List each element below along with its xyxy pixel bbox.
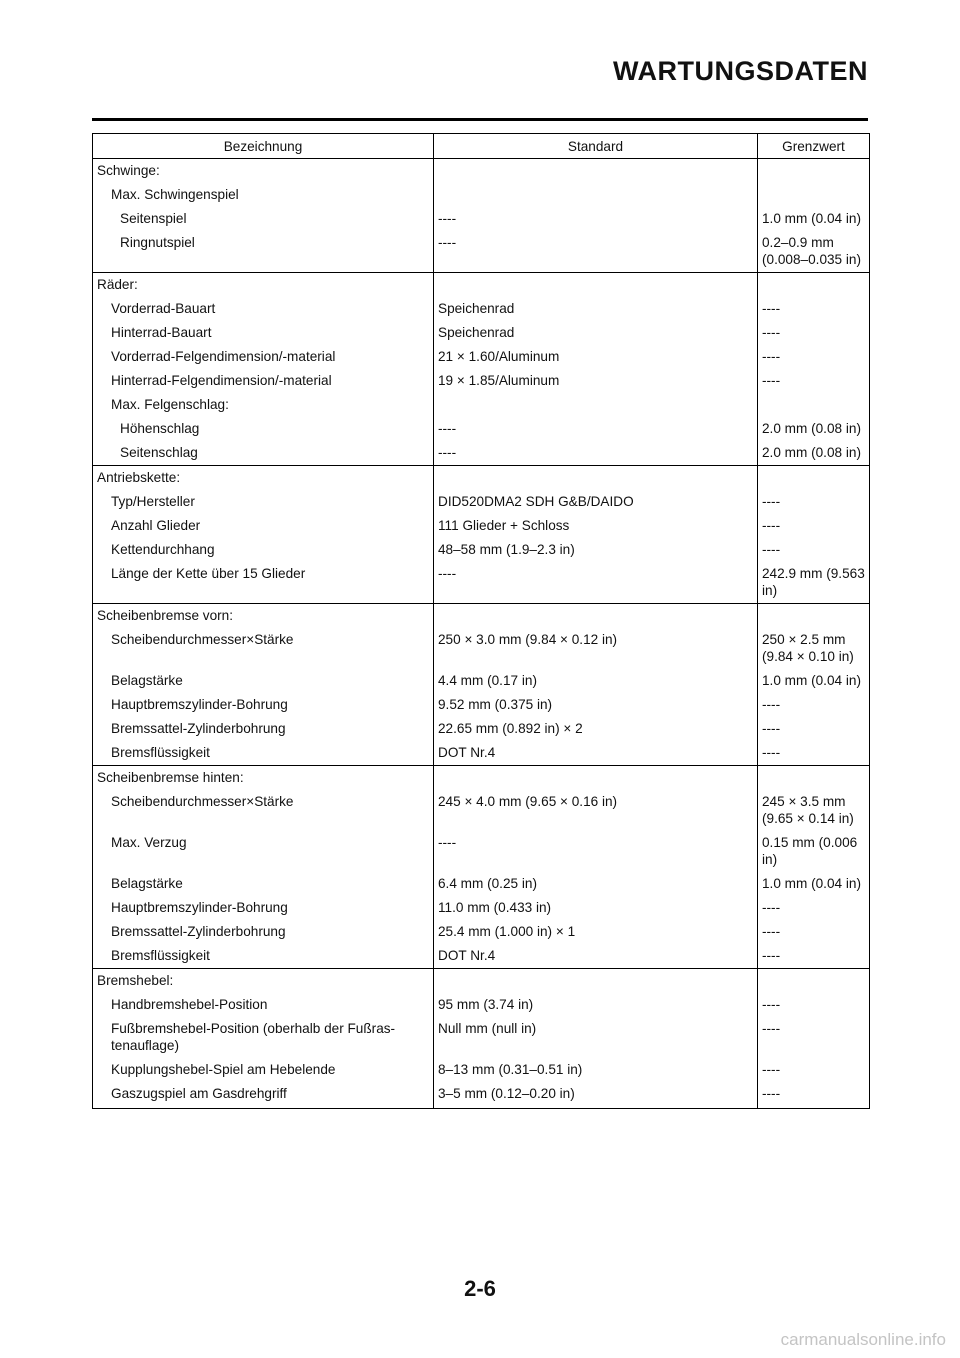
item-standard: ----	[434, 441, 758, 466]
group-title: Scheibenbremse hinten:	[93, 766, 434, 791]
table-row	[93, 944, 870, 969]
table-row	[93, 321, 870, 345]
item-name: Handbremshebel-Position	[93, 993, 434, 1017]
group-title: Räder:	[93, 273, 434, 298]
item-name: Hinterrad-Bauart	[93, 321, 434, 345]
table-row	[93, 231, 870, 273]
item-standard: 25.4 mm (1.000 in) × 1	[434, 920, 758, 944]
item-name: Bremssattel-Zylinderbohrung	[93, 717, 434, 741]
item-name: Fußbremshebel-Position (oberhalb der Fußras-tenauflage)	[93, 1017, 434, 1058]
table-row	[93, 831, 870, 872]
item-limit: ----	[758, 693, 870, 717]
table-row	[93, 741, 870, 766]
item-name: Max. Schwingenspiel	[93, 183, 434, 207]
watermark: carmanualsonline.info	[780, 1330, 946, 1349]
page-number: 2-6	[464, 1276, 496, 1301]
table-header-row	[93, 134, 870, 159]
item-limit: 0.2–0.9 mm (0.008–0.035 in)	[758, 231, 870, 273]
table-row	[93, 790, 870, 831]
item-limit: ----	[758, 1017, 870, 1058]
table-row	[93, 490, 870, 514]
table-row	[93, 896, 870, 920]
table-row	[93, 562, 870, 604]
group-title: Antriebskette:	[93, 466, 434, 491]
header-grenzwert: Grenzwert	[758, 134, 870, 159]
item-limit: ----	[758, 369, 870, 393]
item-standard: 19 × 1.85/Aluminum	[434, 369, 758, 393]
table-group-row	[93, 159, 870, 184]
item-name: Bremsflüssigkeit	[93, 944, 434, 969]
item-name: Vorderrad-Felgendimension/-material	[93, 345, 434, 369]
item-name: Belagstärke	[93, 669, 434, 693]
item-standard: 21 × 1.60/Aluminum	[434, 345, 758, 369]
table-group-row	[93, 273, 870, 298]
item-limit: 250 × 2.5 mm (9.84 × 0.10 in)	[758, 628, 870, 669]
item-limit: ----	[758, 1058, 870, 1082]
item-standard: 245 × 4.0 mm (9.65 × 0.16 in)	[434, 790, 758, 831]
table-group-row	[93, 766, 870, 791]
item-standard: 4.4 mm (0.17 in)	[434, 669, 758, 693]
empty-cell	[758, 766, 870, 791]
item-standard: ----	[434, 207, 758, 231]
table-row	[93, 514, 870, 538]
item-name: Gaszugspiel am Gasdrehgriff	[93, 1082, 434, 1109]
table-row	[93, 538, 870, 562]
empty-cell	[758, 466, 870, 491]
item-limit: ----	[758, 321, 870, 345]
item-standard: 95 mm (3.74 in)	[434, 993, 758, 1017]
item-limit	[758, 393, 870, 417]
table-row	[93, 628, 870, 669]
item-standard: Null mm (null in)	[434, 1017, 758, 1058]
item-name: Bremssattel-Zylinderbohrung	[93, 920, 434, 944]
item-limit: ----	[758, 345, 870, 369]
item-name: Belagstärke	[93, 872, 434, 896]
table-row	[93, 183, 870, 207]
empty-cell	[434, 466, 758, 491]
item-standard: ----	[434, 231, 758, 273]
item-name: Scheibendurchmesser×Stärke	[93, 628, 434, 669]
header-bezeichnung: Bezeichnung	[93, 134, 434, 159]
item-standard: 11.0 mm (0.433 in)	[434, 896, 758, 920]
item-limit: 1.0 mm (0.04 in)	[758, 207, 870, 231]
table-group-row	[93, 969, 870, 994]
item-name: Vorderrad-Bauart	[93, 297, 434, 321]
item-name: Kettendurchhang	[93, 538, 434, 562]
item-standard: 3–5 mm (0.12–0.20 in)	[434, 1082, 758, 1109]
table-body	[93, 159, 870, 1109]
empty-cell	[434, 159, 758, 184]
empty-cell	[758, 159, 870, 184]
item-limit: 0.15 mm (0.006 in)	[758, 831, 870, 872]
table-row	[93, 345, 870, 369]
item-name: Anzahl Glieder	[93, 514, 434, 538]
item-limit: ----	[758, 920, 870, 944]
group-title: Bremshebel:	[93, 969, 434, 994]
item-limit: ----	[758, 490, 870, 514]
table-row	[93, 417, 870, 441]
empty-cell	[758, 969, 870, 994]
table-row	[93, 920, 870, 944]
item-name: Max. Felgenschlag:	[93, 393, 434, 417]
header-standard: Standard	[434, 134, 758, 159]
item-standard: Speichenrad	[434, 321, 758, 345]
table-row	[93, 1017, 870, 1058]
item-standard: DOT Nr.4	[434, 944, 758, 969]
empty-cell	[434, 273, 758, 298]
item-limit: ----	[758, 514, 870, 538]
item-standard: 48–58 mm (1.9–2.3 in)	[434, 538, 758, 562]
item-limit: 242.9 mm (9.563 in)	[758, 562, 870, 604]
item-limit: 1.0 mm (0.04 in)	[758, 872, 870, 896]
item-standard: 111 Glieder + Schloss	[434, 514, 758, 538]
item-standard: Speichenrad	[434, 297, 758, 321]
item-name: Hauptbremszylinder-Bohrung	[93, 693, 434, 717]
item-standard	[434, 393, 758, 417]
empty-cell	[434, 604, 758, 629]
table-row	[93, 1058, 870, 1082]
item-name: Seitenschlag	[93, 441, 434, 466]
item-standard: 8–13 mm (0.31–0.51 in)	[434, 1058, 758, 1082]
empty-cell	[434, 969, 758, 994]
item-standard: ----	[434, 417, 758, 441]
item-limit: 2.0 mm (0.08 in)	[758, 417, 870, 441]
item-standard: DOT Nr.4	[434, 741, 758, 766]
item-limit: ----	[758, 717, 870, 741]
item-standard: DID520DMA2 SDH G&B/DAIDO	[434, 490, 758, 514]
item-name: Max. Verzug	[93, 831, 434, 872]
item-name: Hauptbremszylinder-Bohrung	[93, 896, 434, 920]
item-standard: ----	[434, 831, 758, 872]
table-row	[93, 369, 870, 393]
table-row	[93, 1082, 870, 1109]
item-limit: 2.0 mm (0.08 in)	[758, 441, 870, 466]
item-limit: ----	[758, 297, 870, 321]
item-limit: ----	[758, 538, 870, 562]
table-row	[93, 693, 870, 717]
item-limit: 245 × 3.5 mm (9.65 × 0.14 in)	[758, 790, 870, 831]
item-limit: ----	[758, 993, 870, 1017]
title-divider	[92, 118, 868, 121]
item-standard: 9.52 mm (0.375 in)	[434, 693, 758, 717]
table-row	[93, 993, 870, 1017]
empty-cell	[434, 766, 758, 791]
group-title: Scheibenbremse vorn:	[93, 604, 434, 629]
item-standard: ----	[434, 562, 758, 604]
item-name: Seitenspiel	[93, 207, 434, 231]
table-row	[93, 669, 870, 693]
maintenance-data-table	[92, 133, 870, 1109]
empty-cell	[758, 604, 870, 629]
item-standard	[434, 183, 758, 207]
table-group-row	[93, 466, 870, 491]
table-row	[93, 872, 870, 896]
group-title: Schwinge:	[93, 159, 434, 184]
table-row	[93, 441, 870, 466]
item-name: Bremsflüssigkeit	[93, 741, 434, 766]
item-limit: ----	[758, 896, 870, 920]
item-limit	[758, 183, 870, 207]
item-name: Hinterrad-Felgendimension/-material	[93, 369, 434, 393]
item-name: Scheibendurchmesser×Stärke	[93, 790, 434, 831]
table-row	[93, 207, 870, 231]
item-standard: 250 × 3.0 mm (9.84 × 0.12 in)	[434, 628, 758, 669]
item-name: Länge der Kette über 15 Glieder	[93, 562, 434, 604]
table-group-row	[93, 604, 870, 629]
item-limit: 1.0 mm (0.04 in)	[758, 669, 870, 693]
table-row	[93, 717, 870, 741]
table-row	[93, 393, 870, 417]
table-row	[93, 297, 870, 321]
page-title: WARTUNGSDATEN	[613, 56, 868, 86]
item-name: Ringnutspiel	[93, 231, 434, 273]
item-name: Kupplungshebel-Spiel am Hebelende	[93, 1058, 434, 1082]
item-limit: ----	[758, 944, 870, 969]
item-standard: 22.65 mm (0.892 in) × 2	[434, 717, 758, 741]
item-limit: ----	[758, 1082, 870, 1109]
item-standard: 6.4 mm (0.25 in)	[434, 872, 758, 896]
item-limit: ----	[758, 741, 870, 766]
item-name: Höhenschlag	[93, 417, 434, 441]
item-name: Typ/Hersteller	[93, 490, 434, 514]
empty-cell	[758, 273, 870, 298]
